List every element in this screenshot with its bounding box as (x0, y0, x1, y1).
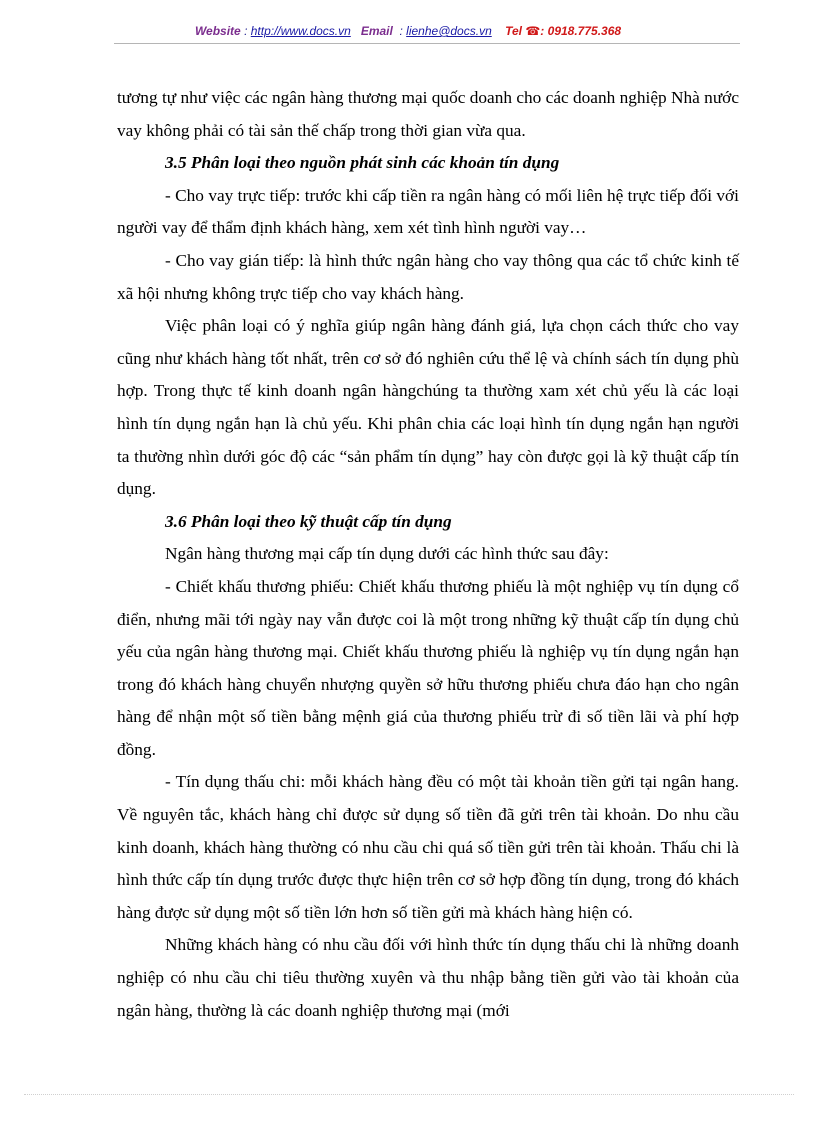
paragraph-indirect-lending: - Cho vay gián tiếp: là hình thức ngân hàng cho vay thông qua các tổ chức kinh tế xã hội nhưng không trực tiếp cho vay khách hàng. (117, 250, 739, 303)
tel-label: Tel (505, 24, 522, 38)
paragraph-classification-meaning: Việc phân loại có ý nghĩa giúp ngân hàng đánh giá, lựa chọn cách thức cho vay cũng như khách hàng tốt nhất, trên cơ sở đó nghiên cứu thể lệ và chính sách tín dụng phù hợp. Trong thực tế kinh doanh ngân hàngchúng ta thường xam xét chủ yếu là các loại hình tín dụng ngắn hạn là chủ yếu. Khi phân chia các loại hình tín dụng ngắn hạn người ta thường nhìn dưới góc độ các “sản phẩm tín dụng” hay còn được gọi là kỹ thuật cấp tín dụng. (117, 316, 739, 499)
paragraph-credit-forms-intro: Ngân hàng thương mại cấp tín dụng dưới các hình thức sau đây: (165, 544, 609, 564)
website-separator: : (240, 24, 251, 38)
paragraph-direct-lending: - Cho vay trực tiếp: trước khi cấp tiền ra ngân hàng có mối liên hệ trực tiếp đối với người vay để thẩm định khách hàng, xem xét tình hình người vay… (117, 185, 739, 238)
email-separator: : (392, 24, 407, 38)
phone-icon: ☎ (525, 24, 541, 38)
tel-value-prefix: : (540, 24, 548, 38)
email-link[interactable]: lienhe@docs.vn (406, 24, 492, 38)
document-body (117, 82, 739, 1027)
paragraph-continuation: tương tự như việc các ngân hàng thương mại quốc doanh cho các doanh nghiệp Nhà nước vay không phải có tài sản thế chấp trong thời gian vừa qua. (117, 88, 739, 140)
paragraph-overdraft-customers: Những khách hàng có nhu cầu đối với hình thức tín dụng thấu chi là những doanh nghiệp có nhu cầu chi tiêu thường xuyên và thu nhập bằng tiền gửi vào tài khoản của ngân hàng, thường là các doanh nghiệp thương mại (mới (117, 935, 739, 1020)
section-heading-3-5: 3.5 Phân loại theo nguồn phát sinh các khoản tín dụng (165, 153, 560, 173)
website-label: Website (194, 24, 241, 38)
paragraph-overdraft: - Tín dụng thấu chi: mỗi khách hàng đều có một tài khoản tiền gửi tại ngân hang. Về nguyên tắc, khách hàng chỉ được sử dụng số tiền đã gửi trên tài khoản. Do nhu cầu kinh doanh, khách hàng thường có nhu cầu chi quá số tiền gửi trên tài khoản. Thấu chi là hình thức cấp tín dụng trước được thực hiện trên cơ sở hợp đồng tín dụng, trong đó khách hàng được sử dụng một số tiền lớn hơn số tiền gửi mà khách hàng hiện có. (117, 772, 739, 922)
website-link[interactable]: http://www.docs.vn (250, 24, 351, 38)
email-label: Email (360, 24, 393, 38)
page-header (0, 24, 816, 38)
footer-divider (24, 1094, 794, 1095)
tel-value: 0918.775.368 (547, 24, 622, 38)
header-divider (114, 43, 740, 44)
paragraph-discounting: - Chiết khấu thương phiếu: Chiết khấu thương phiếu là một nghiệp vụ tín dụng cổ điển, nhưng mãi tới ngày nay vẫn được coi là một trong những kỹ thuật cấp tín dụng chủ yếu của ngân hàng thương mại. Chiết khấu thương phiếu là nghiệp vụ tín dụng ngắn hạn trong đó khách hàng chuyển nhượng quyền sở hữu thương phiếu chưa đáo hạn cho ngân hàng để nhận một số tiền bằng mệnh giá của thương phiếu trừ đi số tiền lãi và phí hợp đồng. (117, 576, 739, 759)
section-heading-3-6: 3.6 Phân loại theo kỹ thuật cấp tín dụng (165, 511, 452, 531)
